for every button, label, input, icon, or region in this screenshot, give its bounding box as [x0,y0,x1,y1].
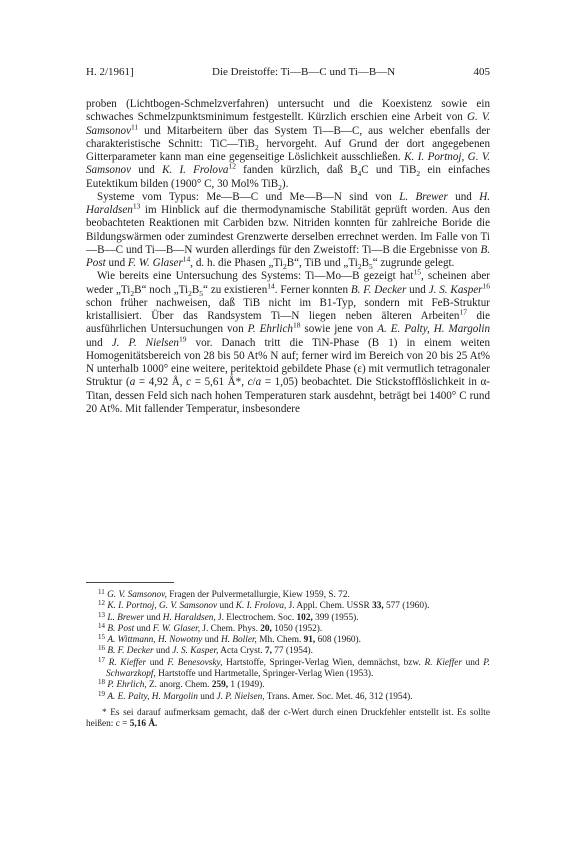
page-number: 405 [473,66,490,78]
footnote-17: $^{17}$ R. Kieffer und F. Benesovsky, Hartstoffe, Springer-Verlag Wien, demnächst, bzw. R. Kieffer und P. Schwarzkopf, Hartstoffe und Hartmetalle, Springer-Verlag Wien (1953). [98,655,490,680]
paragraph-3: Wie bereits eine Untersuchung des Systems: Ti—Mo—B gezeigt hat$^{15}$, scheinen aber weder $„Ti_2B“$ noch $„Ti_2B_5“$ zu existieren$^{14}$. Ferner konnten B. F. Decker und J. S. Kasper$^{16}$ schon früher nachweisen, daß TiB nicht im B1-Typ, sondern mit FeB-Struktur kristallisiert. Über das Randsystem Ti—N liegen neben älteren Arbeiten$^{17}$ die ausführlichen Untersuchungen von P. Ehrlich$^{18}$ sowie jene von A. E. Palty, H. Margolin und J. P. Nielsen$^{19}$ vor. Danach tritt die TiN-Phase (B 1) in einem weiten Homogenitätsbereich von 28 bis 50 At% N auf; ferner wird im Bereich von 20 bis 25 At% N unterhalb 1000° eine weitere, peritektoid gebildete Phase (ε) mit vermutlich tetragonaler Struktur (a = 4,92 Å, c = 5,61 Å*, c/a = 1,05) beobachtet. Die Stickstofflöslichkeit in α-Titan, dessen Feld sich nach hohen Temperaturen stark ausdehnt, beträgt bei 1400° C rund 20 At%. Mit fallender Temperatur, insbesondere [86,267,491,415]
footnotes [86,590,490,731]
journal-issue: H. 2/1961] [86,66,134,78]
running-title: Die Dreistoffe: Ti—B—C und Ti—B—N [212,66,396,78]
running-header [86,66,490,82]
footnote-14: $^{14}$ B. Post und F. W. Glaser, J. Chem. Phys. 20, 1050 (1952). [98,621,323,634]
footnote-16: $^{16}$ B. F. Decker und J. S. Kasper, Acta Cryst. 7, 77 (1954). [98,644,313,657]
body-text [86,98,490,416]
footnote-18: $^{18}$ P. Ehrlich, Z. anorg. Chem. 259, 1 (1949). [98,678,265,691]
footnote-12: $^{12}$ K. I. Portnoj, G. V. Samsonov und K. I. Frolova, J. Appl. Chem. USSR 33, 577 (1960). [98,599,430,612]
footnote-rule [86,582,174,583]
paragraph-2: Systeme vom Typus: Me—B—C und Me—B—N sind von L. Brewer und H. Haraldsen$^{13}$ im Hinblick auf die thermodynamische Stabilität geprüft worden. Aus den beobachteten Reaktionen mit Carbiden bzw. Nitriden konnten für zahlreiche Boride die Bildungswärmen oder zumindest Grenzwerte derselben errechnet werden. Im Falle von Ti—B—C und Ti—B—N wurden allerdings für den Zweistoff: Ti—B die Ergebnisse von B. Post und F. W. Glaser$^{14}$, d. h. die Phasen $„Ti_2B“$, TiB und $„Ti_2B_5“$ zugrunde gelegt. [86,190,491,272]
footnote-13: $^{13}$ L. Brewer und H. Haraldsen, J. Electrochem. Soc. 102, 399 (1955). [98,610,359,623]
footnote-11: $^{11}$ G. V. Samsonov, Fragen der Pulvermetallurgie, Kiew 1959, S. 72. [98,588,350,600]
footnote-15: $^{15}$ A. Wittmann, H. Nowotny und H. Boller, Mh. Chem. 91, 608 (1960). [98,633,361,646]
footnote-star: * Es sei darauf aufmerksam gemacht, daß der c-Wert durch einen Druckfehler entstellt ist. Es sollte heißen: c = 5,16 Å. [86,707,490,730]
paragraph-1: proben (Lichtbogen-Schmelzverfahren) untersucht und die Koexistenz sowie ein schwaches Schmelzpunktsminimum festgestellt. Kürzlich erschien eine Arbeit von G. V. Samsonov$^{11}$ und Mitarbeitern über das System Ti—B—C, aus welcher ebenfalls der charakteristische Schnitt: TiC—TiB$_2$ hervorgeht. Auf Grund der dort angegebenen Gitterparameter kann man eine gegenseitige Löslichkeit ausschließen. K. I. Portnoj, G. V. Samsonov und K. I. Frolova$^{12}$ fanden kürzlich, daß $B_4C$ und TiB$_2$ ein einfaches Eutektikum bilden (1900° C, 30 Mol% TiB$_2$). [86,98,490,192]
footnote-19: $^{19}$ A. E. Palty, H. Margolin und J. P. Nielsen, Trans. Amer. Soc. Met. 46, 312 (1954). [98,689,413,702]
